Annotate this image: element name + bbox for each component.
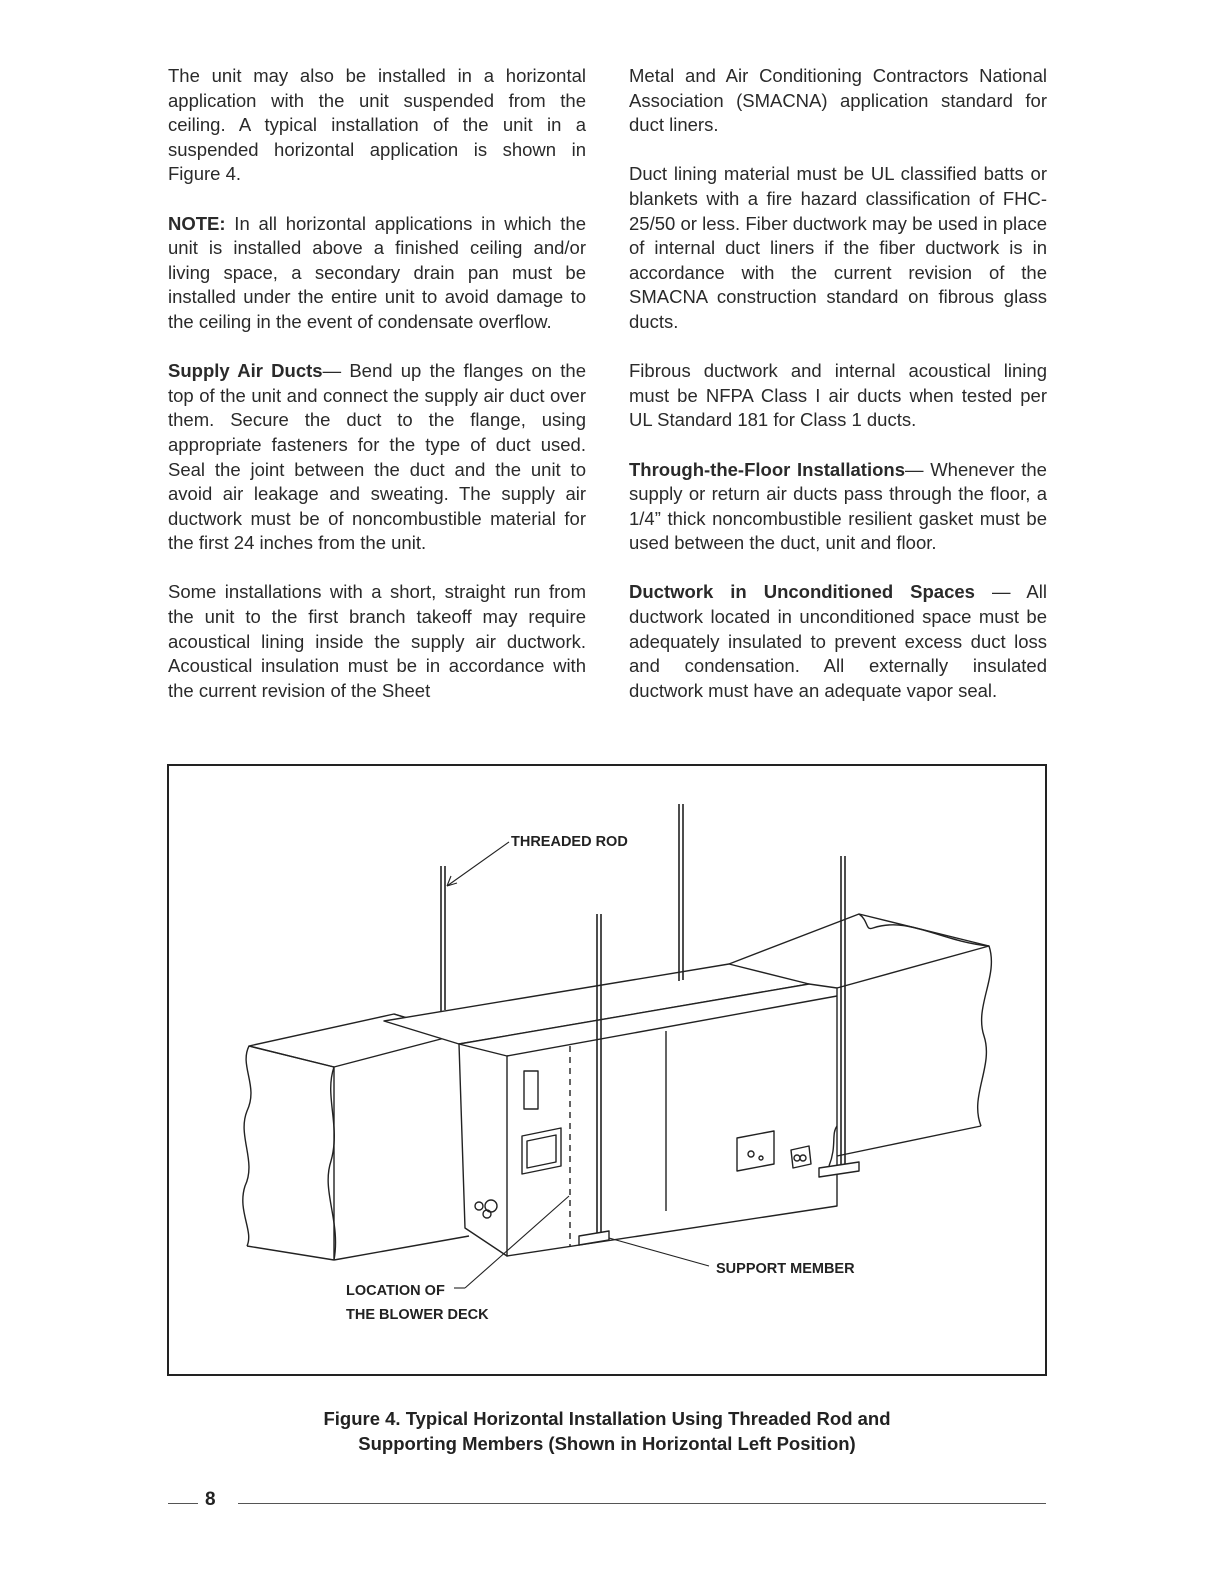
unconditioned-spaces-heading: Ductwork in Unconditioned Spaces	[629, 581, 975, 603]
paragraph-note	[168, 212, 586, 335]
figure-4-box	[167, 764, 1047, 1376]
note-body: In all horizontal applications in which the unit is installed above a finished ceiling and/or living space, a secondary drain pan must be installed under the entire unit to avoid damage to the ceiling in the event of condensate overflow.	[168, 212, 586, 332]
unit-cabinet	[384, 964, 837, 1256]
paragraph-horizontal-application: The unit may also be installed in a horizontal application with the unit suspended from the ceiling. A typical installation of the unit in a suspended horizontal application is shown in Figure 4.	[168, 65, 586, 185]
label-blower-deck-line1: LOCATION OF	[346, 1283, 445, 1299]
left-duct	[243, 1014, 469, 1260]
installation-diagram	[169, 766, 1045, 1374]
right-column	[629, 64, 1047, 728]
caption-line-2: Supporting Members (Shown in Horizontal Left Position)	[358, 1433, 856, 1454]
paragraph-through-floor	[629, 458, 1047, 556]
paragraph-smacna: Metal and Air Conditioning Contractors National Association (SMACNA) application standard for duct liners.	[629, 65, 1047, 136]
through-floor-body: — Whenever the supply or return air ducts pass through the floor, a 1/4” thick noncombustible resilient gasket must be used between the duct, unit and floor.	[629, 458, 1047, 554]
label-blower-deck-line2: THE BLOWER DECK	[346, 1307, 489, 1323]
paragraph-fibrous-ductwork: Fibrous ductwork and internal acoustical lining must be NFPA Class I air ducts when tested per UL Standard 181 for Class 1 ducts.	[629, 360, 1047, 431]
label-support-member: SUPPORT MEMBER	[716, 1261, 855, 1277]
paragraph-unconditioned-spaces	[629, 580, 1047, 703]
figure-caption	[167, 1406, 1047, 1456]
footer-rule-right	[238, 1503, 1046, 1504]
through-floor-heading: Through-the-Floor Installations	[629, 458, 905, 480]
paragraph-duct-lining: Duct lining material must be UL classified batts or blankets with a fire hazard classification of FHC-25/50 or less. Fiber ductwork may be used in place of internal duct liners if the fiber ductwork is in accordance with the current revision of the SMACNA construction standard on fibrous glass ducts.	[629, 163, 1047, 332]
paragraph-supply-air-ducts	[168, 359, 586, 556]
supply-air-ducts-heading: Supply Air Ducts	[168, 360, 323, 382]
paragraph-acoustical-lining: Some installations with a short, straight run from the unit to the first branch takeoff may require acoustical lining inside the supply air ductwork. Acoustical insulation must be in accordance with the current revision of the Sheet	[168, 581, 586, 701]
caption-line-1: Figure 4. Typical Horizontal Installation Using Threaded Rod and	[323, 1408, 891, 1429]
note-heading: NOTE:	[168, 212, 226, 234]
footer-rule-left	[168, 1503, 198, 1504]
supply-air-ducts-body: — Bend up the flanges on the top of the unit and connect the supply air duct over them. Secure the duct to the flange, using appropriate fasteners for the type of duct used. Seal the joint between the duct and the unit to avoid air leakage and sweating. The supply air ductwork must be of noncombustible material for the first 24 inches from the unit.	[168, 360, 586, 554]
left-column	[168, 64, 586, 728]
unconditioned-spaces-body: — All ductwork located in unconditioned space must be adequately insulated to prevent excess duct loss and condensation. All externally insulated ductwork must have an adequate vapor seal.	[629, 581, 1047, 701]
page-number: 8	[205, 1489, 216, 1510]
label-threaded-rod: THREADED ROD	[511, 834, 628, 850]
